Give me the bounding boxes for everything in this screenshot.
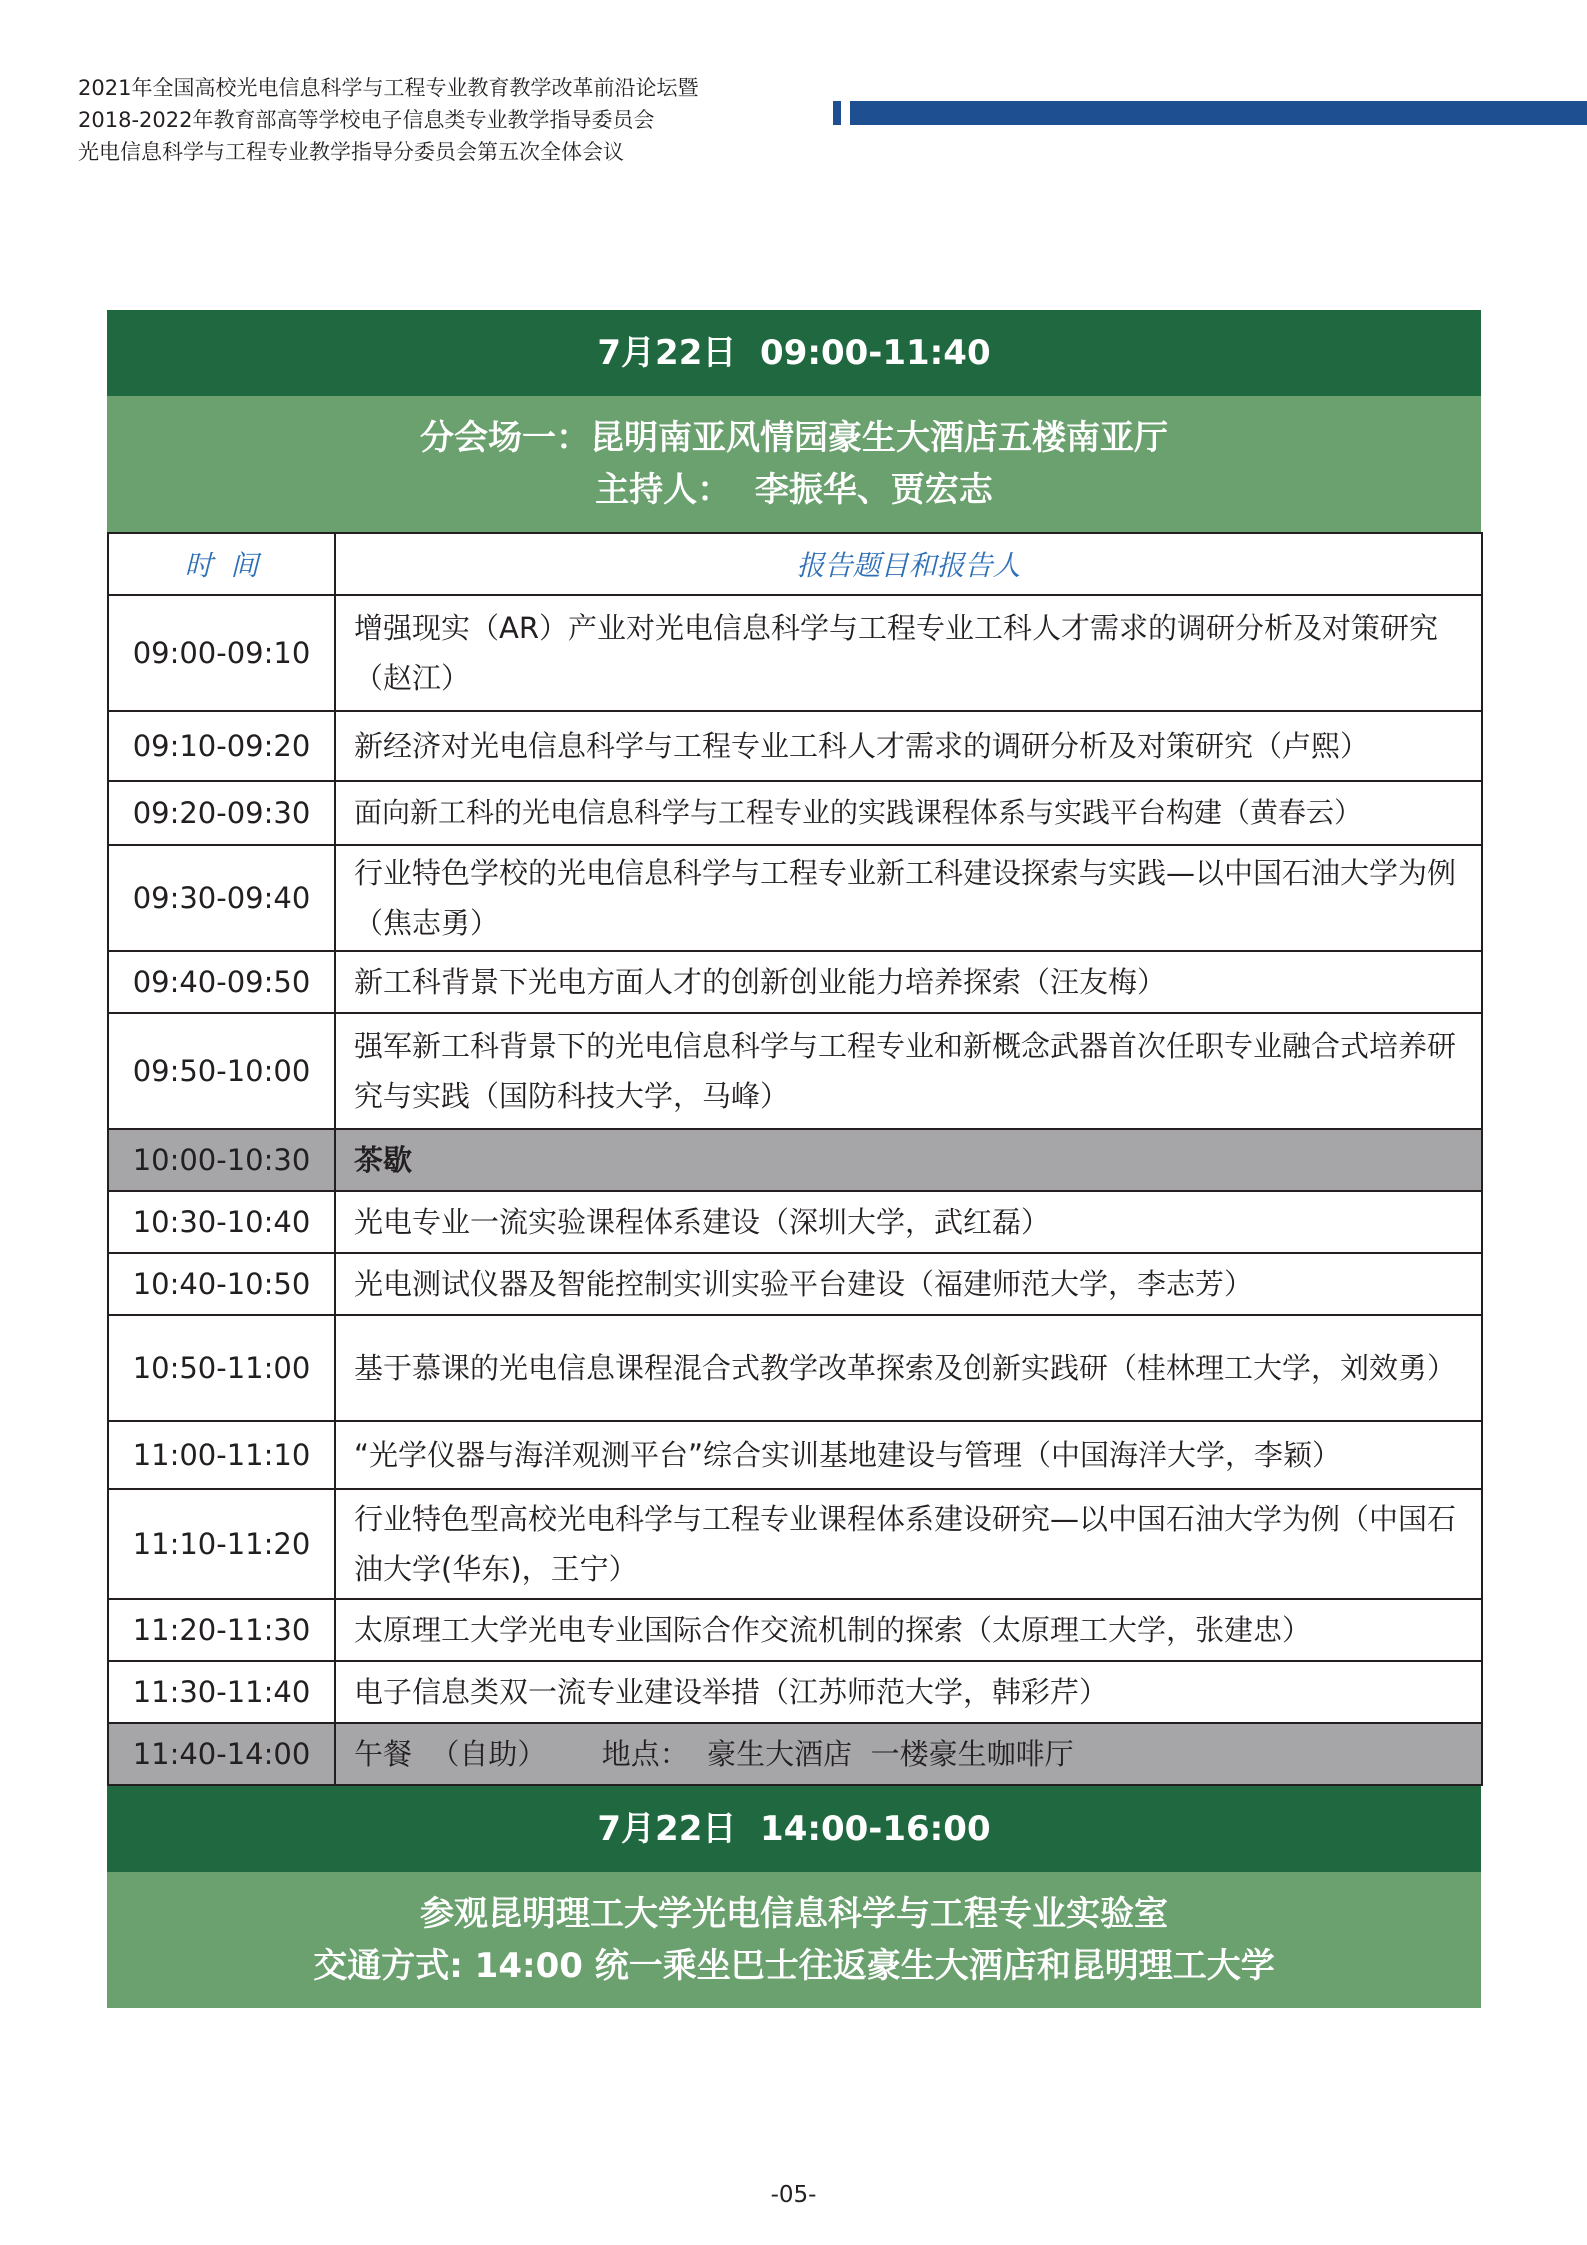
schedule bbox=[107, 310, 1481, 2008]
row-time: 09:10-09:20 bbox=[108, 711, 335, 781]
row-time: 10:00-10:30 bbox=[108, 1129, 335, 1191]
table-row bbox=[108, 1661, 1482, 1723]
row-time: 11:20-11:30 bbox=[108, 1599, 335, 1661]
row-topic: 光电专业一流实验课程体系建设（深圳大学，武红磊） bbox=[335, 1191, 1482, 1253]
row-topic: 新经济对光电信息科学与工程专业工科人才需求的调研分析及对策研究（卢熙） bbox=[335, 711, 1482, 781]
table-row bbox=[108, 1013, 1482, 1129]
table-row bbox=[108, 1315, 1482, 1421]
row-time: 09:30-09:40 bbox=[108, 845, 335, 951]
page-number: -05- bbox=[770, 2182, 817, 2208]
row-time: 11:00-11:10 bbox=[108, 1421, 335, 1489]
table-row bbox=[108, 1253, 1482, 1315]
row-topic: 午餐 （自助） 地点： 豪生大酒店 一楼豪生咖啡厅 bbox=[335, 1723, 1482, 1785]
row-time: 11:10-11:20 bbox=[108, 1489, 335, 1599]
column-header-topic: 报告题目和报告人 bbox=[335, 533, 1482, 595]
table-row bbox=[108, 1599, 1482, 1661]
row-time: 11:40-14:00 bbox=[108, 1723, 335, 1785]
session1-venue: 分会场一：昆明南亚风情园豪生大酒店五楼南亚厅 bbox=[420, 418, 1168, 458]
row-topic: 基于慕课的光电信息课程混合式教学改革探索及创新实践研（桂林理工大学，刘效勇） bbox=[335, 1315, 1482, 1421]
row-topic: 光电测试仪器及智能控制实训实验平台建设（福建师范大学，李志芳） bbox=[335, 1253, 1482, 1315]
row-topic: “光学仪器与海洋观测平台”综合实训基地建设与管理（中国海洋大学，李颖） bbox=[335, 1421, 1482, 1489]
row-topic: 电子信息类双一流专业建设举措（江苏师范大学，韩彩芹） bbox=[335, 1661, 1482, 1723]
session2-time-banner: 7月22日 14:00-16:00 bbox=[107, 1786, 1481, 1872]
table-row bbox=[108, 845, 1482, 951]
row-time: 09:40-09:50 bbox=[108, 951, 335, 1013]
header-line-2: 2018-2022年教育部高等学校电子信息类专业教学指导委员会 bbox=[78, 108, 655, 132]
table-row bbox=[108, 595, 1482, 711]
row-topic: 行业特色型高校光电科学与工程专业课程体系建设研究—以中国石油大学为例（中国石油大学(华东)，王宁） bbox=[335, 1489, 1482, 1599]
row-topic: 行业特色学校的光电信息科学与工程专业新工科建设探索与实践—以中国石油大学为例（焦志勇） bbox=[335, 845, 1482, 951]
row-time: 10:50-11:00 bbox=[108, 1315, 335, 1421]
session2-visit: 参观昆明理工大学光电信息科学与工程专业实验室 bbox=[420, 1894, 1168, 1934]
row-time: 10:30-10:40 bbox=[108, 1191, 335, 1253]
row-topic: 面向新工科的光电信息科学与工程专业的实践课程体系与实践平台构建（黄春云） bbox=[335, 781, 1482, 845]
session1-info-banner bbox=[107, 396, 1481, 532]
row-time: 11:30-11:40 bbox=[108, 1661, 335, 1723]
row-time: 09:20-09:30 bbox=[108, 781, 335, 845]
session2-transport: 交通方式: 14:00 统一乘坐巴士往返豪生大酒店和昆明理工大学 bbox=[313, 1946, 1275, 1986]
row-topic: 太原理工大学光电专业国际合作交流机制的探索（太原理工大学，张建忠） bbox=[335, 1599, 1482, 1661]
row-time: 09:00-09:10 bbox=[108, 595, 335, 711]
row-topic: 增强现实（AR）产业对光电信息科学与工程专业工科人才需求的调研分析及对策研究（赵江） bbox=[335, 595, 1482, 711]
table-row bbox=[108, 711, 1482, 781]
row-topic: 新工科背景下光电方面人才的创新创业能力培养探索（汪友梅） bbox=[335, 951, 1482, 1013]
session1-time-banner: 7月22日 09:00-11:40 bbox=[107, 310, 1481, 396]
session2-info-banner bbox=[107, 1872, 1481, 2008]
table-row-break bbox=[108, 1129, 1482, 1191]
table-row-lunch bbox=[108, 1723, 1482, 1785]
row-time: 10:40-10:50 bbox=[108, 1253, 335, 1315]
table-row bbox=[108, 1191, 1482, 1253]
header-line-3: 光电信息科学与工程专业教学指导分委员会第五次全体会议 bbox=[78, 140, 624, 164]
table-row bbox=[108, 1489, 1482, 1599]
header-line-1: 2021年全国高校光电信息科学与工程专业教育教学改革前沿论坛暨 bbox=[78, 76, 699, 100]
document-header bbox=[78, 72, 698, 168]
row-topic: 强军新工科背景下的光电信息科学与工程专业和新概念武器首次任职专业融合式培养研究与实践（国防科技大学，马峰） bbox=[335, 1013, 1482, 1129]
header-accent-bar bbox=[850, 101, 1587, 125]
table-header-row bbox=[108, 533, 1482, 595]
schedule-table bbox=[107, 532, 1483, 1786]
header-accent-mark bbox=[833, 101, 841, 125]
session1-hosts: 主持人： 李振华、贾宏志 bbox=[595, 470, 993, 510]
row-time: 09:50-10:00 bbox=[108, 1013, 335, 1129]
table-row bbox=[108, 951, 1482, 1013]
column-header-time: 时 间 bbox=[108, 533, 335, 595]
table-row bbox=[108, 1421, 1482, 1489]
table-row bbox=[108, 781, 1482, 845]
row-topic: 茶歇 bbox=[335, 1129, 1482, 1191]
